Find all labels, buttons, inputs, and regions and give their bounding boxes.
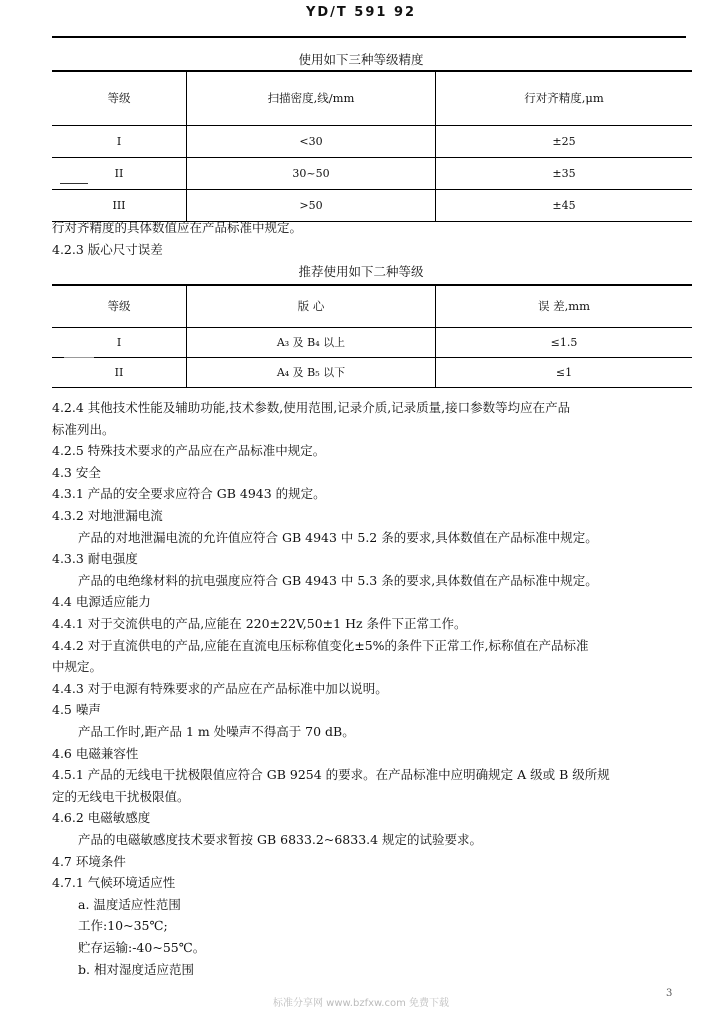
- table-row: [52, 357, 692, 387]
- body-line: 定的无线电干扰极限值。: [52, 788, 190, 804]
- body-line: 4.2.5 特殊技术要求的产品应在产品标准中规定。: [52, 443, 326, 459]
- table-row: [52, 125, 692, 157]
- body-line: 4.4 电源适应能力: [52, 594, 151, 610]
- table1-cell: ±25: [436, 125, 693, 157]
- standard-code-header: YD/T 591 92: [305, 5, 417, 20]
- body-line: 4.3 安全: [52, 464, 101, 480]
- table2-cell: ≤1: [436, 357, 693, 387]
- precision-grade-table: [52, 70, 692, 222]
- body-line: 产品的电磁敏感度技术要求暂按 GB 6833.2~6833.4 规定的试验要求。: [78, 832, 483, 847]
- body-line: 4.4.2 对于直流供电的产品,应能在直流电压标称值变化±5%的条件下正常工作,标称值在产品标准: [52, 637, 589, 653]
- table-row: [52, 327, 692, 357]
- table2-cell: ≤1.5: [436, 327, 693, 357]
- paragraph: 行对齐精度的具体数值应在产品标准中规定。: [52, 220, 303, 235]
- body-line: a. 温度适应性范围: [78, 896, 181, 912]
- table-row: [52, 157, 692, 189]
- body-line: 4.6 电磁兼容性: [52, 745, 139, 761]
- table2-col-error: 误 差,mm: [436, 285, 693, 327]
- layout-error-table: [52, 284, 692, 388]
- body-line: b. 相对湿度适应范围: [78, 961, 194, 977]
- table2-cell: II: [52, 357, 187, 387]
- body-line: 4.3.3 耐电强度: [52, 551, 138, 567]
- table1-title: 使用如下三种等级精度: [298, 52, 424, 67]
- body-line: 产品的电绝缘材料的抗电强度应符合 GB 4943 中 5.3 条的要求,具体数值在产品标准中规定。: [78, 572, 598, 588]
- table1-cell: ±35: [436, 157, 693, 189]
- table2-cell: A₃ 及 B₄ 以上: [187, 327, 436, 357]
- table1-col-grade: 等级: [52, 71, 187, 125]
- table1-cell: I: [52, 125, 187, 157]
- body-line: 贮存运输:-40~55℃。: [78, 940, 206, 955]
- body-line: 标准列出。: [52, 421, 115, 437]
- table1-cell: <30: [187, 125, 436, 157]
- body-line: 产品工作时,距产品 1 m 处噪声不得高于 70 dB。: [78, 724, 355, 739]
- table1-col-scan-density: 扫描密度,线/mm: [187, 71, 436, 125]
- page-number: 3: [666, 988, 673, 999]
- table2-col-layout: 版 心: [187, 285, 436, 327]
- table1-cell: 30~50: [187, 157, 436, 189]
- body-line: 产品的对地泄漏电流的允许值应符合 GB 4943 中 5.2 条的要求,具体数值在产品标准中规定。: [78, 529, 598, 545]
- header-rule: [52, 36, 686, 38]
- table2-title: 推荐使用如下二种等级: [298, 264, 424, 279]
- body-line: 4.5 噪声: [52, 702, 101, 718]
- table2-cell: I: [52, 327, 187, 357]
- table1-cell: ±45: [436, 189, 693, 221]
- body-line: 4.7.1 气候环境适应性: [52, 875, 176, 891]
- table1-cell: >50: [187, 189, 436, 221]
- watermark: 标准分享网 www.bzfxw.com 免费下载: [273, 998, 449, 1009]
- body-line: 工作:10~35℃;: [78, 918, 168, 934]
- body-line: 4.7 环境条件: [52, 853, 126, 869]
- body-line: 4.6.2 电磁敏感度: [52, 810, 151, 826]
- table-row: [52, 189, 692, 221]
- body-line: 4.4.3 对于电源有特殊要求的产品应在产品标准中加以说明。: [52, 680, 388, 696]
- body-line: 4.2.4 其他技术性能及辅助功能,技术参数,使用范围,记录介质,记录质量,接口参数等均应在产品: [52, 400, 571, 415]
- body-line: 中规定。: [52, 659, 103, 675]
- table1-col-alignment: 行对齐精度,μm: [436, 71, 693, 125]
- body-line: 4.3.1 产品的安全要求应符合 GB 4943 的规定。: [52, 486, 326, 502]
- section-heading: 4.2.3 版心尺寸误差: [52, 242, 163, 257]
- body-line: 4.3.2 对地泄漏电流: [52, 508, 163, 523]
- table2-col-grade: 等级: [52, 285, 187, 327]
- body-line: 4.4.1 对于交流供电的产品,应能在 220±22V,50±1 Hz 条件下正常工作。: [52, 616, 467, 631]
- table2-cell: A₄ 及 B₅ 以下: [187, 357, 436, 387]
- table1-cell: III: [52, 189, 187, 221]
- table1-cell: II: [52, 157, 187, 189]
- body-line: 4.5.1 产品的无线电干扰极限值应符合 GB 9254 的要求。在产品标准中应明确规定 A 级或 B 级所规: [52, 767, 610, 783]
